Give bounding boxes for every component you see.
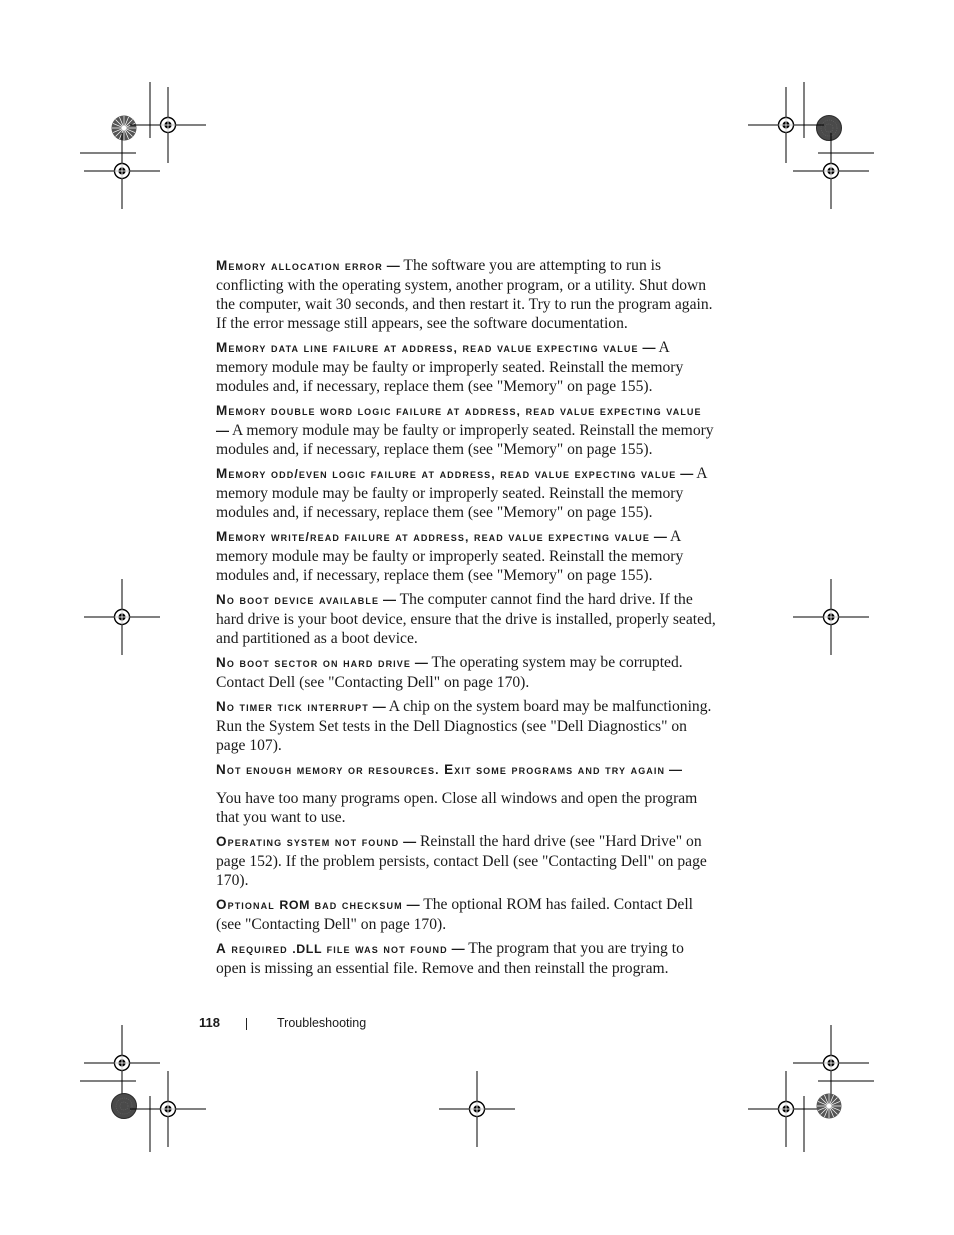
em-dash: — [414, 655, 428, 670]
entry-no-boot-device-available [216, 590, 716, 648]
entry-description: A chip on the system board may be malfunctioning. Run the System Set tests in the Dell Diagnostics (see "Dell Diagnostics" on page 107). [216, 698, 712, 754]
crop-mark-bottom-right [804, 1081, 874, 1152]
entry-term: Memory double word logic failure at address, read value expecting value [216, 403, 702, 418]
entry-memory-odd-even-logic-failure [216, 464, 716, 522]
crosshair-mid-left [84, 579, 160, 655]
em-dash: — [680, 466, 694, 481]
crop-mark-top-left [80, 82, 150, 153]
crosshair-bottom-left-2 [130, 1071, 206, 1147]
entry-description: The optional ROM has failed. Contact Dell (see "Contacting Dell" on page 170). [216, 896, 694, 933]
crop-mark-bottom-left [80, 1081, 150, 1152]
entry-description: You have too many programs open. Close all windows and open the program that you want to use. [216, 790, 698, 826]
section-name: Troubleshooting [277, 1016, 367, 1030]
entry-term: Optional ROM bad checksum [216, 897, 403, 912]
em-dash: — [216, 423, 229, 438]
crosshair-bottom-right-1 [793, 1025, 869, 1101]
entry-term: Memory odd/even logic failure at address, read value expecting value [216, 466, 677, 481]
entry-term: Not enough memory or resources. Exit some programs and try again [216, 762, 666, 777]
star-target-top-left [112, 116, 137, 141]
entry-term: Memory allocation error [216, 258, 383, 273]
crosshair-mid-right [793, 579, 869, 655]
em-dash: — [642, 340, 656, 355]
crosshair-bottom-right-2 [748, 1071, 824, 1147]
entry-description: The operating system may be corrupted. Contact Dell (see "Contacting Dell" on page 170). [216, 654, 683, 691]
entry-description: A memory module may be faulty or improperly seated. Reinstall the memory modules and, if necessary, replace them (see "Memory" on page 155). [216, 465, 707, 521]
em-dash: — [383, 592, 396, 607]
em-dash: — [451, 941, 465, 956]
entry-required-dll-not-found [216, 939, 716, 978]
entry-description: A memory module may be faulty or improperly seated. Reinstall the memory modules and, if necessary, replace them (see "Memory" on page 155). [216, 422, 714, 458]
crosshair-top-right-1 [748, 87, 824, 163]
entry-no-boot-sector-on-hard-drive [216, 653, 716, 692]
entry-optional-rom-bad-checksum [216, 895, 716, 934]
entry-term: A required .DLL file was not found [216, 941, 448, 956]
entry-term: Memory write/read failure at address, read value expecting value [216, 529, 651, 544]
em-dash: — [372, 699, 386, 714]
entry-description: The program that you are trying to open is missing an essential file. Remove and then reinstall the program. [216, 940, 684, 977]
entry-memory-write-read-failure [216, 527, 716, 585]
entry-not-enough-memory [216, 760, 716, 780]
entry-description: The software you are attempting to run is conflicting with the operating system, another program, or a utility. Shut down the computer, wait 30 seconds, and then restart it. Try to run the program again. If the error message still appears, see the software documentation. [216, 257, 713, 332]
entry-term: Memory data line failure at address, read value expecting value [216, 340, 639, 355]
entry-term: No boot device available [216, 592, 380, 607]
em-dash: — [653, 529, 667, 544]
entry-description: A memory module may be faulty or improperly seated. Reinstall the memory modules and, if necessary, replace them (see "Memory" on page 155). [216, 339, 684, 395]
entry-memory-double-word-logic-failure [216, 401, 716, 459]
entry-description: Reinstall the hard drive (see "Hard Drive" on page 152). If the problem persists, contact Dell (see "Contacting Dell" on page 170). [216, 833, 707, 889]
entry-operating-system-not-found [216, 832, 716, 890]
footer-divider [246, 1018, 247, 1030]
entry-description: A memory module may be faulty or improperly seated. Reinstall the memory modules and, if necessary, replace them (see "Memory" on page 155). [216, 528, 684, 584]
crosshair-top-left-2 [84, 133, 160, 209]
em-dash: — [386, 258, 400, 273]
star-target-bottom-left [112, 1094, 137, 1119]
crosshair-top-right-2 [793, 133, 869, 209]
entry-description: The computer cannot find the hard drive. If the hard drive is your boot device, ensure that the drive is installed, properly seated, and partitioned as a boot device. [216, 591, 716, 647]
entry-memory-allocation-error [216, 256, 716, 333]
em-dash: — [403, 834, 417, 849]
page-number: 118 [199, 1015, 220, 1030]
star-target-top-right [817, 116, 842, 141]
crosshair-bottom-center [439, 1071, 515, 1147]
entry-memory-data-line-failure [216, 338, 716, 396]
crop-mark-top-right [804, 82, 874, 153]
star-target-bottom-right [817, 1094, 842, 1119]
em-dash: — [406, 897, 420, 912]
em-dash: — [669, 762, 683, 777]
crosshair-top-left-1 [130, 87, 206, 163]
entry-term: No boot sector on hard drive [216, 655, 411, 670]
error-message-list [216, 256, 716, 983]
entry-term: Operating system not found [216, 834, 400, 849]
entry-no-timer-tick-interrupt [216, 697, 716, 755]
entry-term: No timer tick interrupt [216, 699, 369, 714]
crosshair-bottom-left-1 [84, 1025, 160, 1101]
